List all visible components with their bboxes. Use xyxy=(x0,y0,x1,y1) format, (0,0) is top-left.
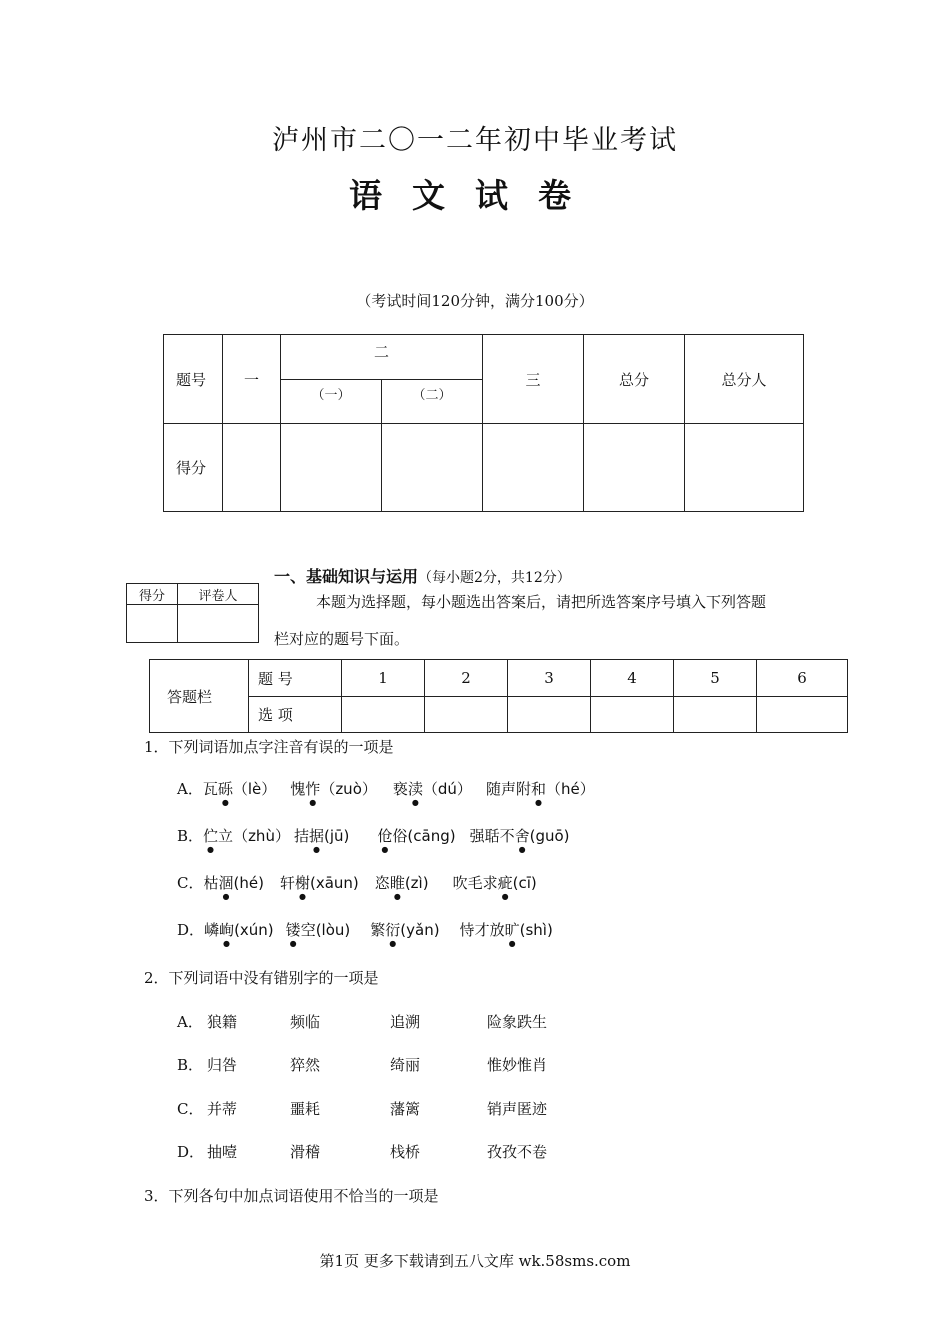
word: 立 xyxy=(218,827,234,845)
option-word: 抽噎 xyxy=(207,1143,238,1161)
option-word: 孜孜不卷 xyxy=(487,1143,548,1161)
answer-number-3: 3 xyxy=(508,660,591,697)
dotted-char: 涸 xyxy=(218,874,234,892)
header-cell-number: 题号 xyxy=(164,335,223,424)
word: 枯 xyxy=(203,874,219,892)
grader-score-label: 得分 xyxy=(127,584,178,605)
score-table xyxy=(163,334,804,512)
word: 拮 xyxy=(293,827,309,845)
dotted-char: 怍 xyxy=(305,780,321,798)
section-intro-line2: 栏对应的题号下面。 xyxy=(274,630,410,648)
pinyin: (cī) xyxy=(512,874,537,892)
q1-option-c xyxy=(177,872,537,901)
exam-info: （考试时间120分钟，满分100分） xyxy=(356,292,594,310)
answer-number-label: 题 号 xyxy=(249,660,342,697)
option-word: 滑稽 xyxy=(290,1143,321,1161)
option-word: 归咎 xyxy=(207,1056,238,1074)
option-word: 狼籍 xyxy=(207,1013,238,1031)
score-input-totaler[interactable] xyxy=(685,424,804,512)
pinyin: （lè） xyxy=(232,780,277,798)
dotted-char: 伧 xyxy=(377,827,393,845)
option-letter: D． xyxy=(177,1143,205,1161)
answer-number-6: 6 xyxy=(757,660,848,697)
grader-name-input[interactable] xyxy=(178,605,259,643)
option-letter: C． xyxy=(177,874,204,892)
answer-input-1[interactable] xyxy=(342,697,425,733)
option-word: 猝然 xyxy=(290,1056,321,1074)
option-letter: B． xyxy=(177,827,204,845)
pinyin: (shì) xyxy=(519,921,553,939)
option-letter: C． xyxy=(177,1100,204,1118)
pinyin: （zuò） xyxy=(320,780,377,798)
q1-option-a xyxy=(177,778,595,807)
answer-table xyxy=(149,659,848,733)
section-title: 一、基础知识与运用 xyxy=(274,567,419,586)
word: 空 xyxy=(300,921,316,939)
pinyin: (lòu) xyxy=(315,921,351,939)
pinyin: (cāng) xyxy=(407,827,456,845)
question-2-stem: 2．下列词语中没有错别字的一项是 xyxy=(144,969,379,987)
header-cell-part1: 一 xyxy=(223,335,281,424)
word: 随声附 xyxy=(485,780,531,798)
grader-score-input[interactable] xyxy=(127,605,178,643)
header-cell-part2-sub2: （二） xyxy=(382,380,483,424)
dotted-char: 镂 xyxy=(285,921,301,939)
pinyin: （dú） xyxy=(422,780,472,798)
dotted-char: 舍 xyxy=(514,827,530,845)
score-input-part3[interactable] xyxy=(483,424,584,512)
answer-input-4[interactable] xyxy=(591,697,674,733)
q2-option-a xyxy=(177,1011,597,1033)
score-input-total[interactable] xyxy=(584,424,685,512)
word: 亵 xyxy=(392,780,408,798)
score-input-part1[interactable] xyxy=(223,424,281,512)
header-cell-part3: 三 xyxy=(483,335,584,424)
answer-input-6[interactable] xyxy=(757,697,848,733)
exam-title: 泸州市二〇一二年初中毕业考试 xyxy=(272,125,678,156)
dotted-char: 伫 xyxy=(203,827,219,845)
question-1-stem: 1．下列词语加点字注音有误的一项是 xyxy=(144,738,394,756)
score-input-part2-sub1[interactable] xyxy=(281,424,382,512)
section-intro-line1: 本题为选择题，每小题选出答案后，请把所选答案序号填入下列答题 xyxy=(316,593,767,611)
option-word: 追溯 xyxy=(390,1013,421,1031)
paper-title: 语文试卷 xyxy=(349,176,601,215)
answer-input-3[interactable] xyxy=(508,697,591,733)
option-word: 险象跌生 xyxy=(487,1013,548,1031)
q2-option-c xyxy=(177,1098,597,1120)
page-footer: 第1页 更多下载请到五八文库 wk.58sms.com xyxy=(319,1252,631,1270)
pinyin: （zhù） xyxy=(233,827,290,845)
option-letter: B． xyxy=(177,1056,204,1074)
word: 吹毛求 xyxy=(452,874,498,892)
answer-input-2[interactable] xyxy=(425,697,508,733)
answer-number-1: 1 xyxy=(342,660,425,697)
section-heading xyxy=(274,564,571,587)
dotted-char: 砾 xyxy=(217,780,233,798)
dotted-char: 疵 xyxy=(497,874,513,892)
option-word: 藩篱 xyxy=(390,1100,421,1118)
option-word: 惟妙惟肖 xyxy=(487,1056,548,1074)
word: 繁 xyxy=(370,921,386,939)
answer-number-2: 2 xyxy=(425,660,508,697)
word: 轩 xyxy=(279,874,295,892)
answer-number-5: 5 xyxy=(674,660,757,697)
section-points: （每小题2分，共12分） xyxy=(418,570,571,586)
pinyin: (guō) xyxy=(529,827,570,845)
pinyin: (zì) xyxy=(404,874,429,892)
option-letter: D． xyxy=(177,921,205,939)
option-word: 频临 xyxy=(290,1013,321,1031)
header-cell-total: 总分 xyxy=(584,335,685,424)
grader-name-label: 评卷人 xyxy=(178,584,259,605)
header-cell-part2-sub1: （一） xyxy=(281,380,382,424)
header-cell-part2: 二 xyxy=(281,335,483,380)
word: 强聒不 xyxy=(469,827,515,845)
pinyin: (hé) xyxy=(233,874,264,892)
word: 嶙 xyxy=(204,921,220,939)
option-word: 噩耗 xyxy=(290,1100,321,1118)
q2-option-d xyxy=(177,1141,597,1163)
dotted-char: 旷 xyxy=(504,921,520,939)
dotted-char: 衍 xyxy=(385,921,401,939)
option-word: 绮丽 xyxy=(390,1056,421,1074)
option-letter: A． xyxy=(177,780,203,798)
grader-box xyxy=(126,583,259,643)
score-input-part2-sub2[interactable] xyxy=(382,424,483,512)
option-word: 栈桥 xyxy=(390,1143,421,1161)
answer-table-label: 答题栏 xyxy=(150,660,249,733)
word: 恣 xyxy=(374,874,390,892)
pinyin: (yǎn) xyxy=(400,921,440,939)
dotted-char: 睢 xyxy=(389,874,405,892)
word: 俗 xyxy=(392,827,408,845)
q2-option-b xyxy=(177,1054,597,1076)
question-3-stem: 3．下列各句中加点词语使用不恰当的一项是 xyxy=(144,1187,439,1205)
q1-option-d xyxy=(177,919,553,948)
pinyin: (jū) xyxy=(323,827,350,845)
dotted-char: 峋 xyxy=(219,921,235,939)
q1-option-b xyxy=(177,825,570,854)
option-letter: A． xyxy=(177,1013,203,1031)
pinyin: (xāun) xyxy=(310,874,359,892)
dotted-char: 榭 xyxy=(294,874,310,892)
word: 瓦 xyxy=(202,780,218,798)
pinyin: （hé） xyxy=(545,780,595,798)
pinyin: (xún) xyxy=(234,921,274,939)
option-word: 销声匿迹 xyxy=(487,1100,548,1118)
dotted-char: 渎 xyxy=(407,780,423,798)
header-cell-totaler: 总分人 xyxy=(685,335,804,424)
score-row-label: 得分 xyxy=(164,424,223,512)
answer-input-5[interactable] xyxy=(674,697,757,733)
option-word: 并蒂 xyxy=(207,1100,238,1118)
answer-number-4: 4 xyxy=(591,660,674,697)
answer-option-label: 选 项 xyxy=(249,697,342,733)
word: 愧 xyxy=(290,780,306,798)
dotted-char: 据 xyxy=(308,827,324,845)
word: 恃才放 xyxy=(459,921,505,939)
dotted-char: 和 xyxy=(530,780,546,798)
